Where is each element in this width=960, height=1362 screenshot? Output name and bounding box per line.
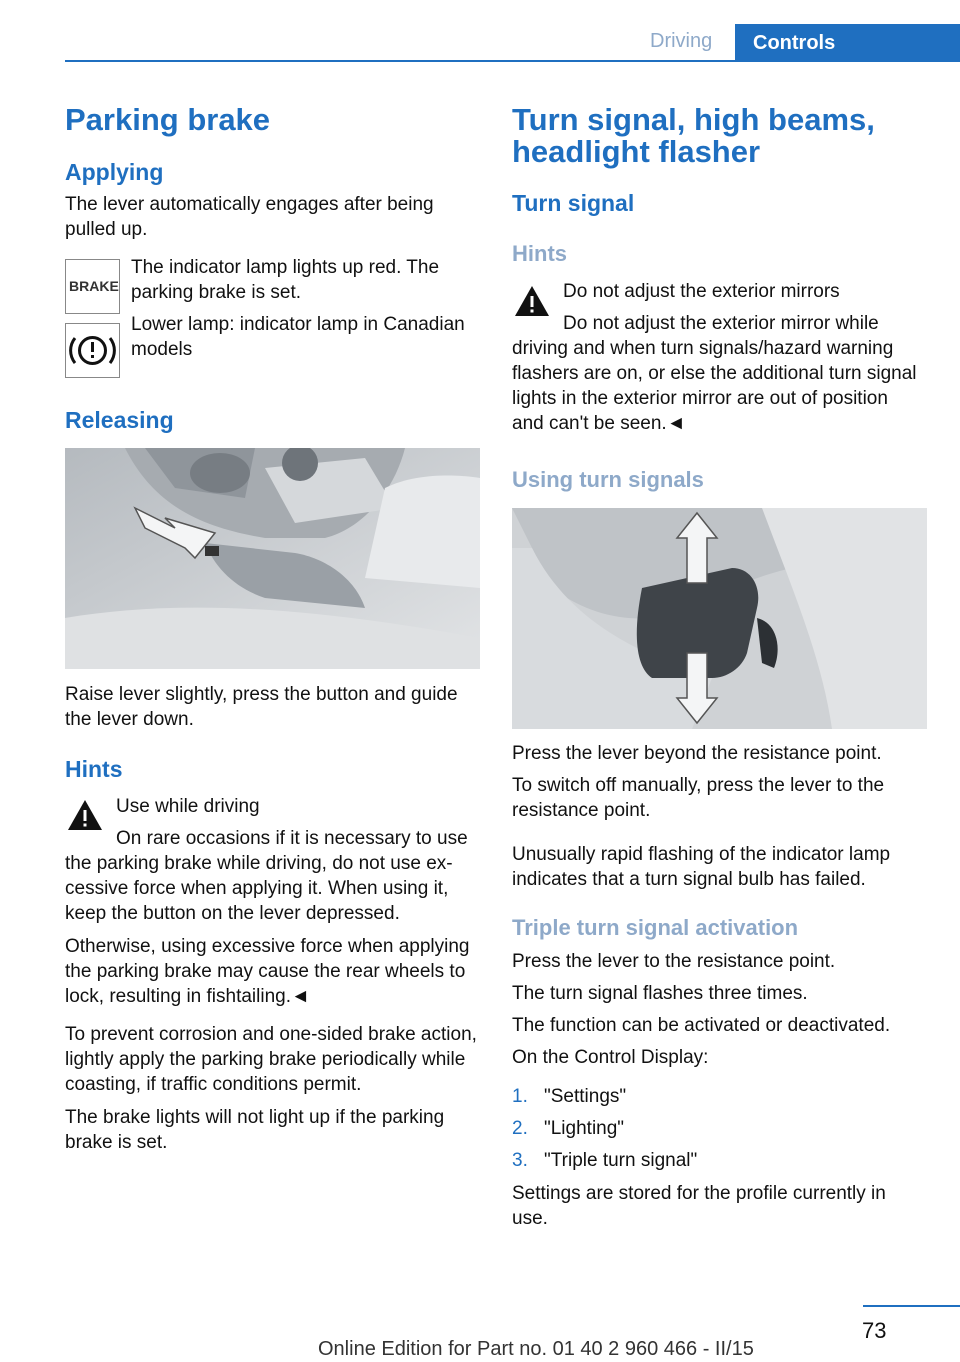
turn-signal-title: Turn signal, high beams, headlight flasher — [512, 102, 875, 169]
releasing-illustration — [65, 448, 480, 669]
edition-footer: Online Edition for Part no. 01 40 2 960 466 - II/15 — [318, 1338, 754, 1360]
triple-paragraph-1: Press the lever to the resistance point. — [512, 951, 836, 972]
hints-paragraph-3: The brake lights will not light up if the parking brake is set. — [65, 1107, 445, 1153]
list-item-number: 3. — [512, 1150, 528, 1171]
warning-title-left: Use while driving — [116, 796, 260, 817]
warning-text-right: Do not adjust the exterior mirror while driving and when turn signals/hazard warning flashers are on, or else the additional turn signal lights in the exterior mirror are out of position and can't be seen.◄ — [512, 313, 917, 434]
page-number: 73 — [862, 1318, 887, 1343]
using-paragraph-2: To switch off manually, press the lever to the resistance point. — [512, 775, 885, 821]
brake-indicator-icon — [65, 259, 120, 314]
using-turn-signals-heading: Using turn signals — [512, 467, 704, 492]
warning-title-right: Do not adjust the exterior mirrors — [563, 281, 840, 302]
list-item — [512, 1116, 624, 1141]
applying-text: The lever automatically engages after being pulled up. — [65, 194, 434, 240]
list-item — [512, 1148, 697, 1173]
releasing-heading: Releasing — [65, 407, 174, 433]
brake-warning-circle-icon — [65, 323, 120, 378]
parking-brake-title: Parking brake — [65, 102, 271, 137]
triple-turn-signal-heading: Triple turn signal activation — [512, 915, 799, 940]
hints-paragraph-1: Otherwise, using excessive force when applying the parking brake may cause the rear wheels to lock, resulting in fishtailing.◄ — [65, 936, 470, 1007]
list-item — [512, 1084, 626, 1109]
list-item-text: "Settings" — [544, 1086, 627, 1107]
brake-icon-label: BRAKE — [69, 278, 119, 294]
list-item-number: 1. — [512, 1086, 528, 1107]
turn-signal-illustration — [512, 508, 927, 729]
triple-paragraph-3: The function can be activated or deactivated. — [512, 1015, 891, 1036]
triple-paragraph-4: On the Control Display: — [512, 1047, 709, 1068]
using-paragraph-1: Press the lever beyond the resistance point. — [512, 743, 882, 764]
releasing-caption: Raise lever slightly, press the button and guide the lever down. — [65, 684, 458, 730]
list-item-text: "Triple turn signal" — [544, 1150, 698, 1171]
triple-paragraph-2: The turn signal flashes three times. — [512, 983, 808, 1004]
hints-heading-right: Hints — [512, 241, 567, 266]
applying-heading: Applying — [65, 159, 164, 185]
indicator-lamp-text: The indicator lamp lights up red. The parking brake is set. — [131, 257, 440, 303]
footer-rule — [863, 1305, 960, 1307]
header-chapter-tab: Controls — [735, 24, 960, 62]
warning-text-left: On rare occasions if it is necessary to use the parking brake while driving, do not use excessive force when applying it. When using it, keep the button on the lever depressed. — [65, 828, 468, 924]
hints-heading-left: Hints — [65, 756, 123, 782]
list-item-number: 2. — [512, 1118, 528, 1139]
turn-signal-heading: Turn signal — [512, 190, 635, 216]
triple-paragraph-5: Settings are stored for the profile currently in use. — [512, 1183, 886, 1229]
canadian-lamp-text: Lower lamp: indicator lamp in Canadian models — [131, 314, 465, 360]
hints-paragraph-2: To prevent corrosion and one-sided brake action, lightly apply the parking brake periodically while coasting, if traffic conditions permit. — [65, 1024, 477, 1095]
header-section: Driving — [650, 30, 713, 52]
list-item-text: "Lighting" — [544, 1118, 625, 1139]
using-paragraph-3: Unusually rapid flashing of the indicator lamp indicates that a turn signal bulb has failed. — [512, 844, 891, 890]
